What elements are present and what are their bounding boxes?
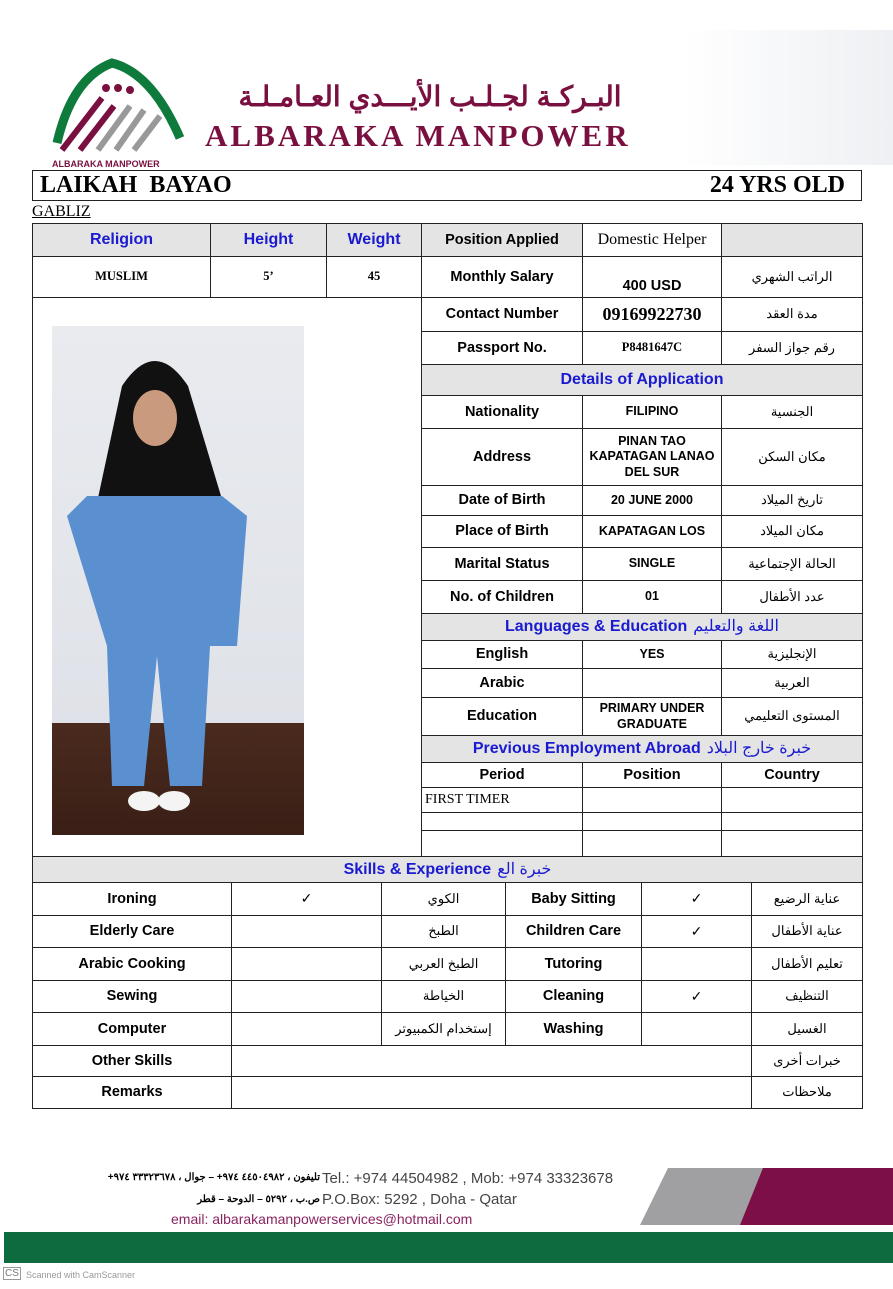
skill-la: الخياطة [381, 980, 506, 1013]
skill-ra: تعليم الأطفال [751, 947, 863, 981]
company-logo [52, 58, 187, 169]
skill-ra: الغسيل [751, 1012, 863, 1046]
language-label: Education [421, 697, 583, 736]
skill-l: Ironing [32, 882, 232, 916]
skill-la: الطبخ العربي [381, 947, 506, 981]
contact-label: Contact Number [421, 297, 583, 332]
skill-l: Elderly Care [32, 915, 232, 948]
detail-value: SINGLE [582, 547, 722, 581]
previous-employment-header: Period [421, 762, 583, 788]
position-label: Position Applied [421, 223, 583, 257]
previous-employment-cell [721, 830, 863, 857]
skills-section-title [32, 856, 863, 883]
passport-label: Passport No. [421, 331, 583, 365]
detail-arabic: الحالة الإجتماعية [721, 547, 863, 581]
skill-la: إستخدام الكمبيوتر [381, 1012, 506, 1046]
previous-employment-cell [721, 812, 863, 831]
footer-green-band [4, 1232, 893, 1263]
candidate-name: LAIKAH BAYAO [40, 172, 232, 198]
skill-l: Sewing [32, 980, 232, 1013]
other-skills-label: Other Skills [32, 1045, 232, 1077]
skill-l: Computer [32, 1012, 232, 1046]
previous-employment-cell: FIRST TIMER [421, 787, 583, 813]
language-label: Arabic [421, 668, 583, 698]
language-arabic: المستوى التعليمي [721, 697, 863, 736]
detail-label: No. of Children [421, 580, 583, 614]
skill-lc: ✓ [231, 882, 382, 916]
previous-employment-header: Position [582, 762, 722, 788]
detail-arabic: مكان السكن [721, 428, 863, 486]
religion-value: MUSLIM [32, 256, 211, 298]
skills-section-title-text: Skills & Experience [343, 860, 492, 878]
camscanner-label: Scanned with CamScanner [26, 1270, 136, 1280]
detail-arabic: عدد الأطفال [721, 580, 863, 614]
detail-label: Marital Status [421, 547, 583, 581]
languages-section-title-arabic: اللغة والتعليم [693, 618, 779, 635]
skill-r: Washing [505, 1012, 642, 1046]
company-name-arabic: البـركـة لجـلـب الأيـــدي العـامـلـة [238, 81, 622, 112]
skill-la: الكوي [381, 882, 506, 916]
skill-r: Baby Sitting [505, 882, 642, 916]
language-arabic: الإنجليزية [721, 640, 863, 669]
company-name-english: ALBARAKA MANPOWER [205, 118, 631, 153]
skill-r: Tutoring [505, 947, 642, 981]
position-empty [721, 223, 863, 257]
details-section-title: Details of Application [421, 364, 863, 396]
weight-value: 45 [326, 256, 422, 298]
height-header: Height [210, 223, 327, 257]
detail-label: Address [421, 428, 583, 486]
remarks-label: Remarks [32, 1076, 232, 1109]
previous-employment-cell [721, 787, 863, 813]
salary-arabic: الراتب الشهري [721, 256, 863, 298]
detail-arabic: تاريخ الميلاد [721, 485, 863, 516]
salary-value: 400 USD [582, 256, 722, 298]
candidate-age: 24 YRS OLD [709, 172, 845, 198]
passport-value: P8481647C [582, 331, 722, 365]
detail-label: Place of Birth [421, 515, 583, 548]
detail-value: 01 [582, 580, 722, 614]
detail-value: 20 JUNE 2000 [582, 485, 722, 516]
previous-employment-title-arabic: خبرة خارج البلاد [706, 740, 812, 757]
salary-label: Monthly Salary [421, 256, 583, 298]
detail-value: FILIPINO [582, 395, 722, 429]
previous-employment-cell [582, 812, 722, 831]
footer-email: email: albarakamanpowerservices@hotmail.com [171, 1211, 473, 1227]
remarks-arabic: ملاحظات [751, 1076, 863, 1109]
footer-tel: Tel.: +974 44504982 , Mob: +974 33323678 [322, 1170, 614, 1187]
camscanner-logo: CS [5, 1268, 19, 1279]
skill-lc [231, 1012, 382, 1046]
header-watermark [680, 30, 893, 165]
footer-tel-arabic: تليفون ، ٤٤٥٠٤٩٨٢ ٩٧٤+ – جوال ، ٣٣٣٢٣٦٧٨ ٩٧٤+ [107, 1172, 320, 1183]
religion-header: Religion [32, 223, 211, 257]
detail-arabic: مكان الميلاد [721, 515, 863, 548]
skill-la: الطبخ [381, 915, 506, 948]
skills-section-title-arabic: خبرة الع [497, 860, 552, 878]
language-value: YES [582, 640, 722, 669]
skill-ra: عناية الأطفال [751, 915, 863, 948]
skill-rc [641, 1012, 752, 1046]
contact-value: 09169922730 [582, 297, 722, 332]
passport-arabic: رقم جواز السفر [721, 331, 863, 365]
name-bar [32, 170, 862, 201]
previous-employment-cell [421, 830, 583, 857]
other-skills-value [231, 1045, 752, 1077]
position-value: Domestic Helper [582, 223, 722, 257]
height-value: 5’ [210, 256, 327, 298]
detail-value: PINAN TAO KAPATAGAN LANAO DEL SUR [582, 428, 722, 486]
previous-employment-header: Country [721, 762, 863, 788]
language-arabic: العربية [721, 668, 863, 698]
languages-section-title-text: Languages & Education [505, 618, 688, 635]
skill-rc: ✓ [641, 980, 752, 1013]
footer-maroon-band [740, 1168, 893, 1225]
candidate-code: GABLIZ [32, 203, 91, 220]
languages-section-title [421, 613, 863, 641]
skill-r: Cleaning [505, 980, 642, 1013]
detail-arabic: الجنسية [721, 395, 863, 429]
detail-label: Date of Birth [421, 485, 583, 516]
skill-l: Arabic Cooking [32, 947, 232, 981]
skill-ra: عناية الرضيع [751, 882, 863, 916]
previous-employment-cell [582, 787, 722, 813]
candidate-photo [52, 326, 304, 835]
footer-po: P.O.Box: 5292 , Doha - Qatar [322, 1191, 517, 1208]
detail-label: Nationality [421, 395, 583, 429]
skill-rc [641, 947, 752, 981]
previous-employment-title [421, 735, 863, 763]
detail-value: KAPATAGAN LOS [582, 515, 722, 548]
skill-rc: ✓ [641, 882, 752, 916]
skill-lc [231, 980, 382, 1013]
previous-employment-cell [421, 812, 583, 831]
footer-po-arabic: ص.ب ، ٥٢٩٢ – الدوحة – قطر [197, 1194, 320, 1205]
language-value: PRIMARY UNDER GRADUATE [582, 697, 722, 736]
weight-header: Weight [326, 223, 422, 257]
skill-r: Children Care [505, 915, 642, 948]
contact-arabic: مدة العقد [721, 297, 863, 332]
other-skills-arabic: خبرات أخرى [751, 1045, 863, 1077]
logo-caption: ALBARAKA MANPOWER [52, 159, 160, 169]
remarks-value [231, 1076, 752, 1109]
language-label: English [421, 640, 583, 669]
skill-lc [231, 947, 382, 981]
language-value [582, 668, 722, 698]
skill-lc [231, 915, 382, 948]
previous-employment-title-text: Previous Employment Abroad [472, 740, 701, 757]
previous-employment-cell [582, 830, 722, 857]
skill-rc: ✓ [641, 915, 752, 948]
skill-ra: التنظيف [751, 980, 863, 1013]
